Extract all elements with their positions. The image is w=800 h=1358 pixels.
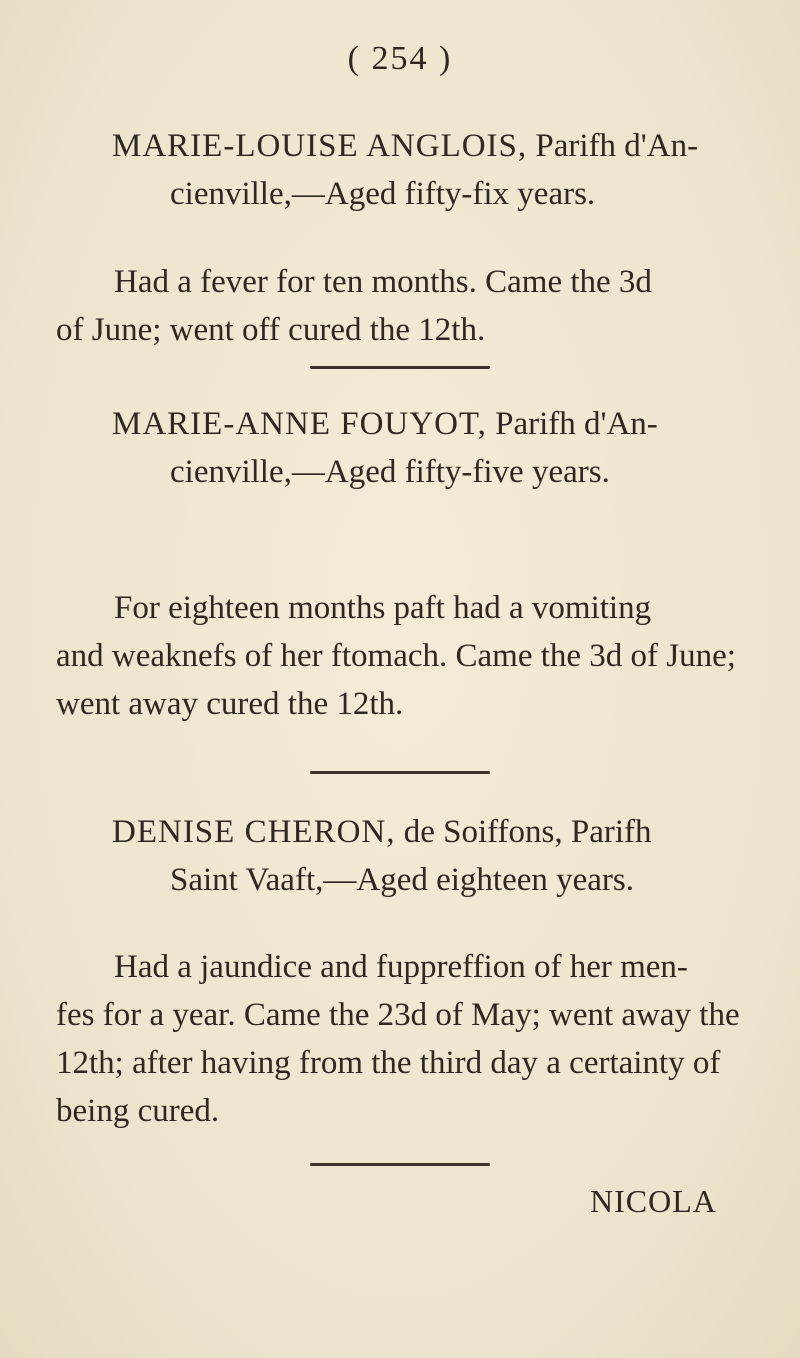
entry-body-first-line: Had a jaundice and fuppreffion of her men- [114,949,688,985]
entry-name: DENISE CHERON, [112,814,396,850]
entry-body [56,258,744,354]
page-number: ( 254 ) [347,40,453,77]
section-divider [310,366,490,369]
entry-heading [112,400,732,496]
entry-body-rest: of June; went off cured the 12th. [56,312,486,348]
entry-name: MARIE-LOUISE ANGLOIS, [112,128,528,164]
entry-name: MARIE-ANNE FOUYOT, [112,406,487,442]
entry-parish: de Soiffons, Parifh [395,814,652,850]
entry-age-line: cienville,—Aged fifty-five years. [170,454,610,490]
entry-body [56,584,744,728]
entry-parish: Parifh d'An- [527,128,699,164]
entry-parish: Parifh d'An- [486,406,658,442]
section-divider [310,1163,490,1166]
catchword: NICOLA [590,1183,717,1219]
entry-body [56,943,744,1135]
entry-body-rest: and weaknefs of her ftomach. Came the 3d of June; went away cured the 12th. [56,638,736,722]
entry-body-first-line: For eighteen months paft had a vomiting [114,590,652,626]
entry-age-line: cienville,—Aged fifty-fix years. [170,176,596,212]
entry-age-line: Saint Vaaft,—Aged eighteen years. [170,862,634,898]
entry-heading [112,122,732,218]
entry-body-first-line: Had a fever for ten months. Came the 3d [114,264,652,300]
section-divider [310,771,490,774]
entry-heading [112,808,732,904]
entry-body-rest: fes for a year. Came the 23d of May; went away the 12th; after having from the third day a certainty of being cured. [56,997,740,1129]
